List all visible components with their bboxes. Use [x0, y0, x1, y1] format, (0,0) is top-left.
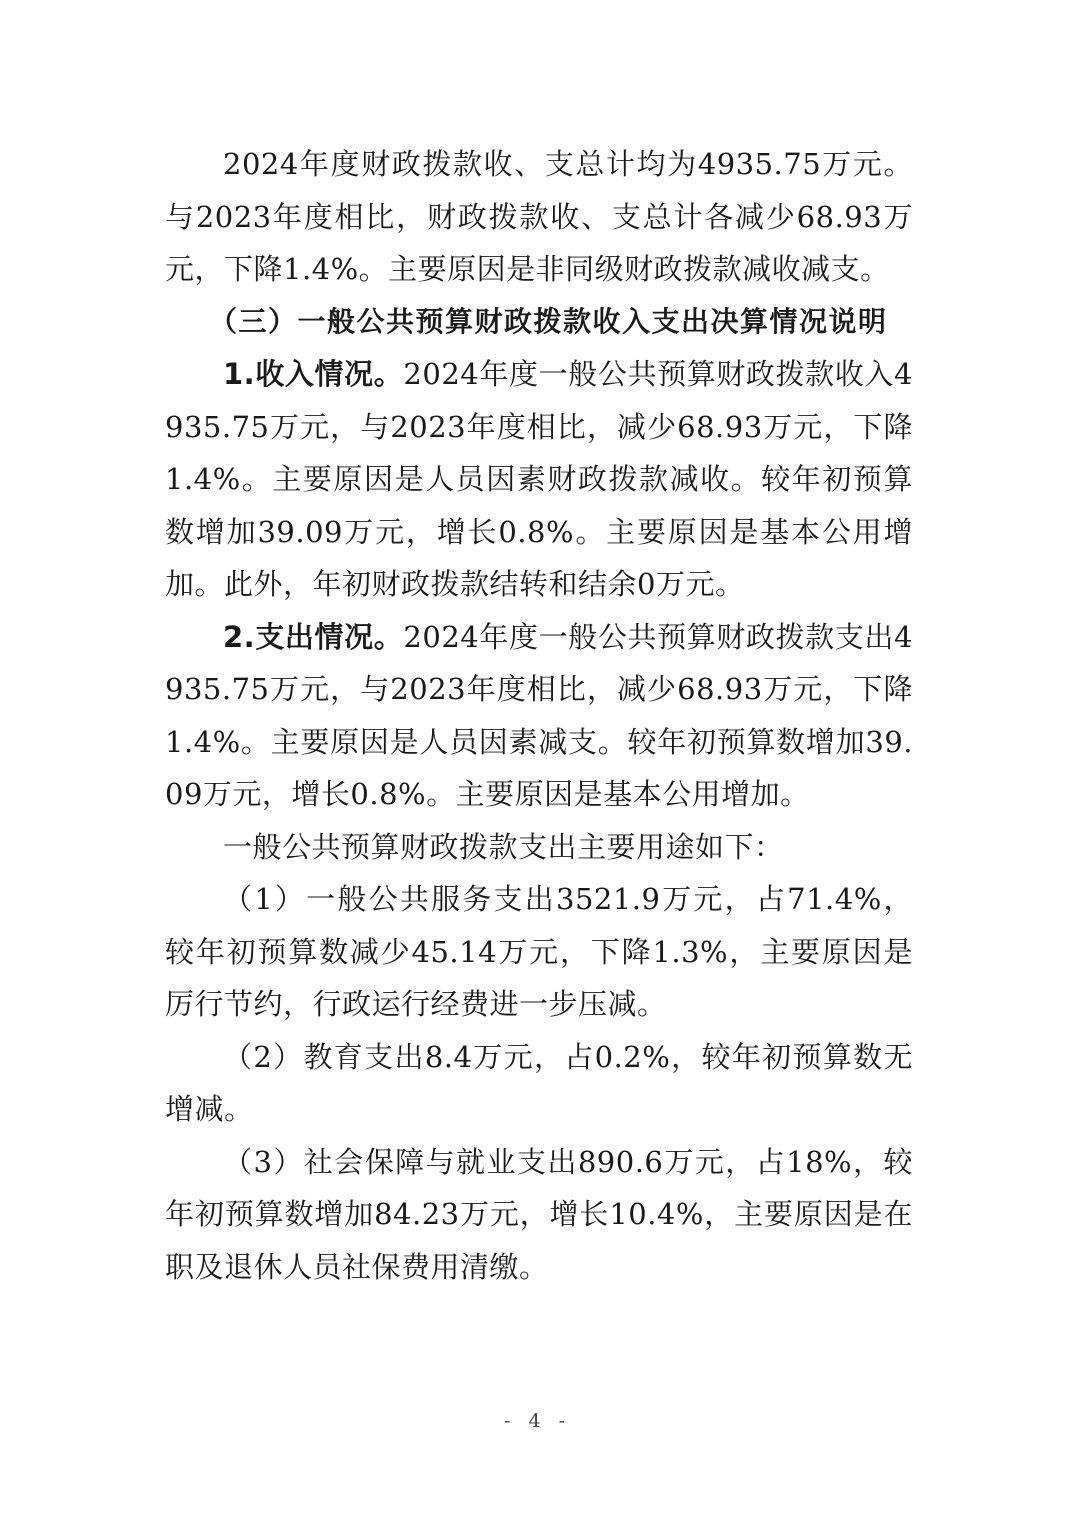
item-education: （2）教育支出8.4万元，占0.2%，较年初预算数无增减。 — [165, 1039, 913, 1126]
summary-paragraph: 2024年度财政拨款收、支总计均为4935.75万元。与2023年度相比，财政拨款收、支总计各减少68.93万元，下降1.4%。主要原因是非同级财政拨款减收减支。 — [165, 147, 913, 286]
income-text: 2024年度一般公共预算财政拨款收入4935.75万元，与2023年度相比，减少68.93万元，下降1.4%。主要原因是人员因素财政拨款减收。较年初预算数增加39.09万元，增长0.8%。主要原因是基本公用增加。此外，年初财政拨款结转和结余0万元。 — [165, 357, 913, 601]
expense-paragraph — [165, 611, 913, 821]
item-general-public-services: （1）一般公共服务支出3521.9万元，占71.4%，较年初预算数减少45.14万元，下降1.3%，主要原因是厉行节约，行政运行经费进一步压减。 — [165, 882, 913, 1021]
expense-lead: 2.支出情况。 — [223, 619, 404, 654]
section-heading: （三）一般公共预算财政拨款收入支出决算情况说明 — [209, 304, 888, 338]
uses-intro-paragraph: 一般公共预算财政拨款支出主要用途如下： — [223, 829, 784, 864]
income-lead: 1.收入情况。 — [223, 357, 404, 391]
income-paragraph — [165, 348, 913, 611]
document-body — [165, 138, 913, 1293]
item-social-security: （3）社会保障与就业支出890.6万元，占18%，较年初预算数增加84.23万元，增长10.4%，主要原因是在职及退休人员社保费用清缴。 — [165, 1144, 913, 1284]
page-number: - 4 - — [503, 1410, 571, 1432]
expense-text: 2024年度一般公共预算财政拨款支出4935.75万元，与2023年度相比，减少68.93万元，下降1.4%。主要原因是人员因素减支。较年初预算数增加39.09万元，增长0.8%。主要原因是基本公用增加。 — [165, 619, 913, 811]
